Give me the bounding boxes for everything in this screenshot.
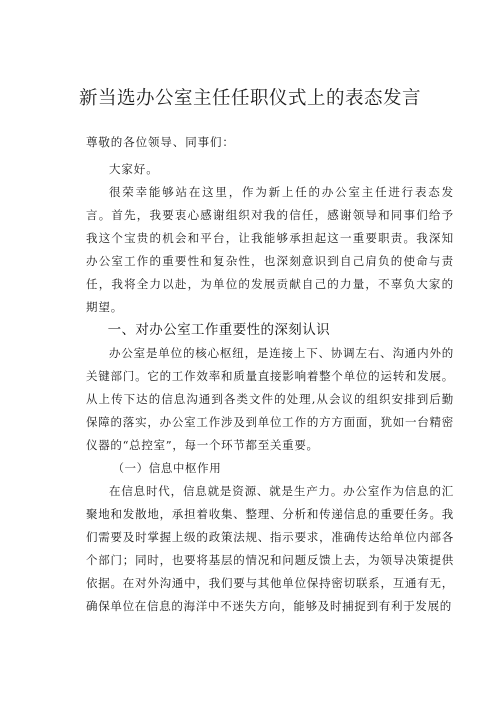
salutation: 尊敬的各位领导、同事们： — [86, 135, 235, 149]
paragraph-intro: 很荣幸能够站在这里，作为新上任的办公室主任进行表态发言。首先，我要衷心感谢组织对我的信任，感谢领导和同事们给予我这个宝贵的机会和平台，让我能够承担起这一重要职责。我深知办公室工作的重要性和复杂性，也深刻意识到自己肩负的使命与责任，我将全力以赴，为单位的发展贡献自己的力量，不辜负大家的期望。 — [86, 185, 454, 314]
paragraph-subsection-1: 在信息时代，信息就是资源、就是生产力。办公室作为信息的汇聚地和发散地，承担着收集、整理、分析和传递信息的重要任务。我们需要及时掌握上级的政策法规、指示要求，准确传达给单位内部各个部门；同时，也要将基层的情况和问题反馈上去，为领导决策提供依据。在对外沟通中，我们要与其他单位保持密切联系，互通有无，确保单位在信息的海洋中不迷失方向，能够及时捕捉到有利于发展的 — [86, 484, 454, 613]
greeting: 大家好。 — [109, 162, 159, 176]
paragraph-section-1: 办公室是单位的核心枢纽，是连接上下、协调左右、沟通内外的关键部门。它的工作效率和质量直接影响着整个单位的运转和发展。从上传下达的信息沟通到各类文件的处理,从会议的组织安排到后勤保障的落实，办公室工作涉及到单位工作的方方面面，犹如一台精密仪器的“总控室”，每一个环节都至关重要。 — [86, 346, 454, 452]
document-body — [86, 131, 454, 618]
document-title: 新当选办公室主任任职仪式上的表态发言 — [78, 88, 421, 109]
subsection-heading-1: （一）信息中枢作用 — [112, 461, 222, 475]
section-heading-1: 一、对办公室工作重要性的深刻认识 — [107, 322, 330, 338]
